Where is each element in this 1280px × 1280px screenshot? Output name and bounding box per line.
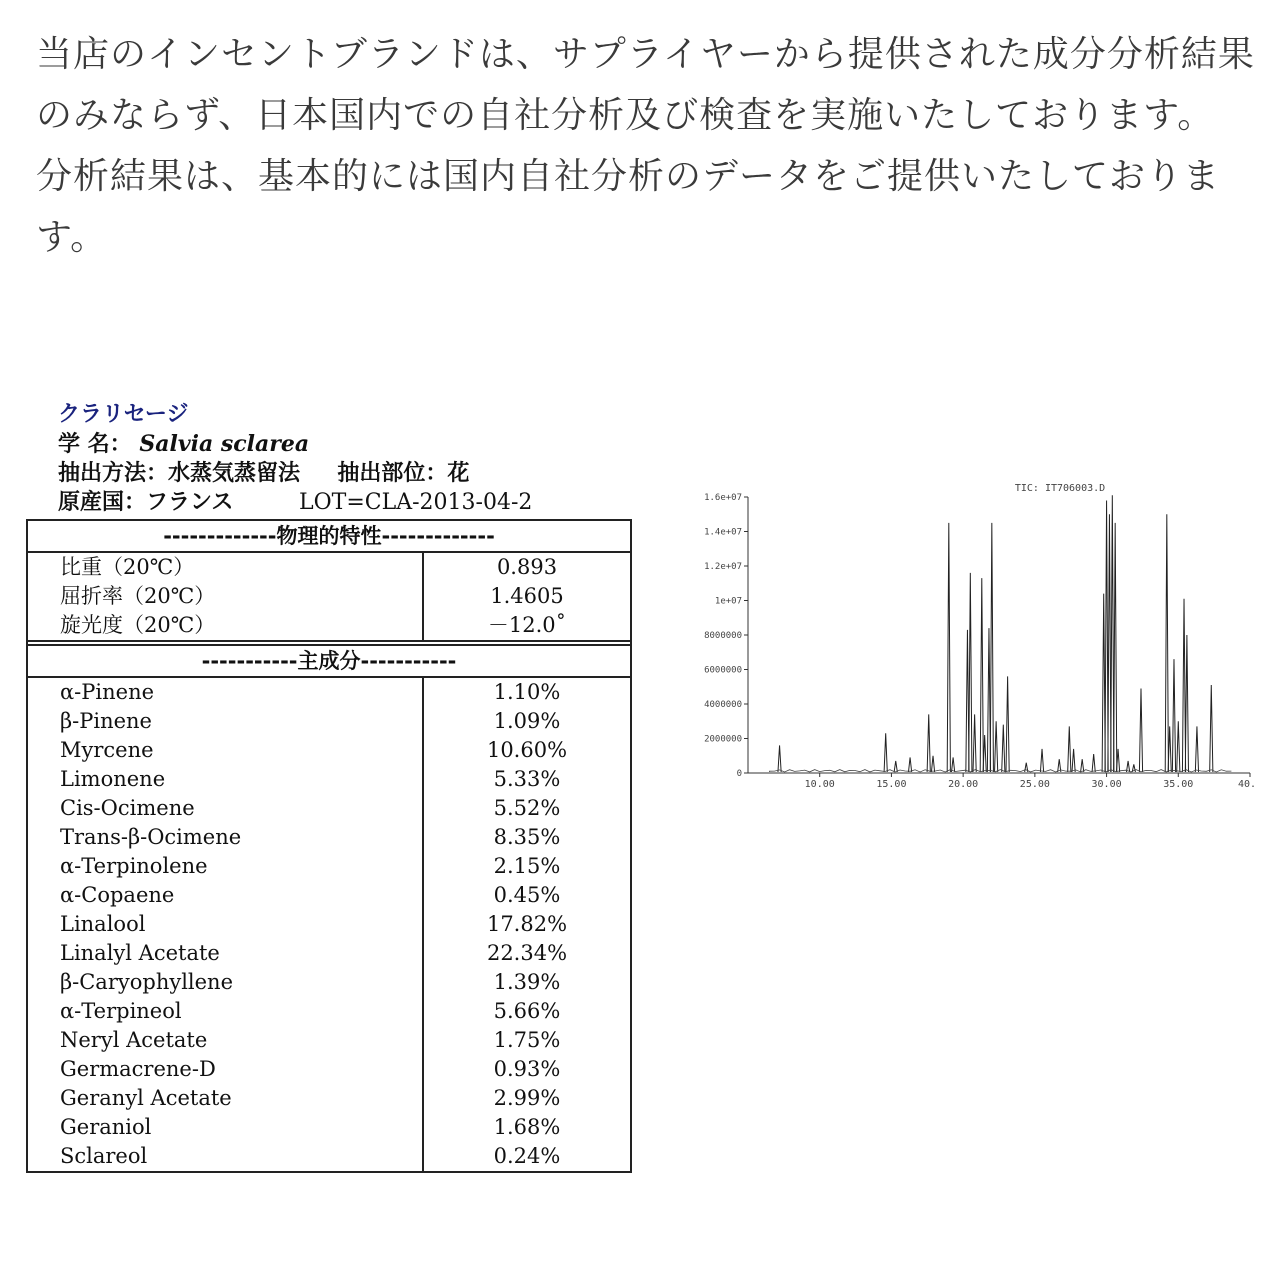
scientific-name-label: 学 名：	[58, 431, 132, 457]
peak	[1165, 514, 1168, 772]
x-tick-label: 30.00	[1091, 779, 1122, 790]
component-value: 5.66%	[493, 999, 561, 1023]
origin-label: 原産国：	[58, 489, 147, 515]
component-name: Myrcene	[60, 738, 154, 762]
property-value: 0.893	[496, 555, 558, 579]
peak	[894, 761, 897, 772]
y-tick-label: 1e+07	[714, 596, 742, 607]
intro-paragraph-1: 当店のインセントブランドは、サプライヤーから提供された成分分析結果のみならず、日本国内での自社分析及び検査を実施いたしております。	[36, 34, 1255, 136]
component-value: 22.34%	[486, 941, 568, 965]
component-value: 17.82%	[486, 912, 568, 936]
y-tick-label: 1.6e+07	[704, 493, 742, 503]
origin-country: フランス	[146, 489, 234, 515]
property-name: 旋光度（20℃）	[60, 613, 216, 637]
chromatogram-svg	[660, 475, 1260, 805]
component-value: 5.33%	[493, 767, 561, 791]
analysis-sheet	[26, 400, 632, 1173]
peak	[1040, 749, 1043, 772]
peak	[973, 714, 976, 772]
extraction-method: 水蒸気蒸留法	[168, 460, 301, 486]
x-tick-label: 40.	[1237, 779, 1256, 790]
peak	[1114, 523, 1117, 772]
x-tick-label: 15.00	[876, 779, 907, 790]
peak	[947, 523, 950, 772]
component-value: 0.45%	[493, 883, 561, 907]
peak	[927, 714, 930, 772]
physical-values	[423, 552, 631, 641]
x-tick-label: 25.00	[1019, 779, 1050, 790]
component-name: Limonene	[60, 767, 166, 791]
peak	[1139, 688, 1142, 772]
chart-title: TIC: IT706003.D	[1014, 483, 1106, 494]
peak	[884, 733, 887, 772]
peak	[1195, 726, 1198, 772]
component-name: β-Pinene	[60, 709, 152, 733]
component-name: Linalyl Acetate	[60, 941, 220, 965]
intro-paragraph-2: 分析結果は、基本的には国内自社分析のデータをご提供いたしております。	[36, 156, 1221, 258]
physical-names	[27, 552, 423, 641]
physical-section-header	[27, 520, 631, 552]
physical-header: -------------物理的特性-------------	[27, 520, 631, 552]
component-values	[423, 677, 631, 1172]
peak	[931, 756, 934, 772]
intro-text	[36, 24, 1256, 268]
x-tick-label: 35.00	[1163, 779, 1194, 790]
peak	[1172, 659, 1175, 772]
component-name: α-Copaene	[60, 883, 175, 907]
component-value: 1.68%	[493, 1115, 561, 1139]
peak	[1002, 725, 1005, 772]
chromatogram	[660, 475, 1260, 805]
y-tick-label: 8000000	[704, 631, 742, 641]
component-value: 10.60%	[486, 738, 568, 762]
y-tick-label: 4000000	[704, 700, 742, 710]
component-value: 1.75%	[493, 1028, 561, 1052]
extraction-part: 花	[447, 460, 470, 486]
component-name: Neryl Acetate	[60, 1028, 208, 1052]
physical-rows	[27, 552, 631, 641]
y-tick-label: 1.2e+07	[704, 562, 742, 572]
component-rows	[27, 677, 631, 1172]
x-tick-label: 10.00	[804, 779, 835, 790]
component-value: 8.35%	[493, 825, 561, 849]
property-name: 屈折率（20℃）	[60, 584, 216, 608]
peak	[969, 573, 972, 772]
component-name: β-Caryophyllene	[60, 970, 234, 994]
peak	[952, 757, 955, 772]
extraction-method-label: 抽出方法：	[58, 460, 169, 486]
component-value: 2.99%	[493, 1086, 561, 1110]
peak	[995, 721, 998, 772]
component-name: Linalool	[60, 912, 146, 936]
component-value: 1.10%	[493, 680, 561, 704]
peak	[990, 523, 993, 772]
peak	[1006, 676, 1009, 772]
baseline-trace	[770, 770, 1232, 772]
component-name: Germacrene-D	[60, 1057, 216, 1081]
component-name: α-Terpineol	[60, 999, 182, 1023]
property-value: －12.0˚	[487, 613, 567, 637]
component-name: Cis-Ocimene	[60, 796, 195, 820]
component-names	[27, 677, 423, 1172]
peak	[1092, 754, 1095, 772]
oil-name: クラリセージ	[58, 402, 189, 427]
component-name: Geranyl Acetate	[60, 1086, 232, 1110]
y-tick-label: 6000000	[704, 665, 742, 676]
y-tick-label: 2000000	[704, 734, 742, 745]
component-value: 1.09%	[493, 709, 561, 733]
scientific-name-line	[58, 430, 632, 459]
peak	[1185, 635, 1188, 772]
peak	[778, 745, 781, 772]
component-value: 0.93%	[493, 1057, 561, 1081]
origin-line	[58, 488, 632, 517]
peak	[1068, 726, 1071, 772]
x-tick-label: 20.00	[948, 779, 979, 790]
y-tick-label: 0	[736, 769, 742, 779]
component-name: α-Terpinolene	[60, 854, 208, 878]
y-tick-label: 1.4e+07	[704, 527, 742, 538]
component-name: Trans-β-Ocimene	[60, 825, 242, 849]
component-name: α-Pinene	[60, 680, 155, 704]
peak	[980, 578, 983, 772]
components-header: -----------主成分-----------	[27, 645, 631, 677]
extraction-line	[58, 459, 632, 488]
component-value: 5.52%	[493, 796, 561, 820]
scientific-name: Salvia sclarea	[139, 431, 310, 457]
property-name: 比重（20℃）	[60, 555, 195, 579]
component-value: 1.39%	[493, 970, 561, 994]
components-section-header	[27, 645, 631, 677]
lot-number: LOT=CLA-2013-04-2	[299, 490, 533, 515]
sheet-header	[26, 400, 632, 517]
component-name: Geraniol	[60, 1115, 152, 1139]
peak	[1177, 721, 1180, 772]
component-value: 0.24%	[493, 1144, 561, 1168]
property-value: 1.4605	[490, 584, 564, 608]
properties-table	[26, 519, 632, 1173]
component-value: 2.15%	[493, 854, 561, 878]
peak	[1081, 759, 1084, 772]
extraction-part-label: 抽出部位：	[337, 460, 448, 486]
component-name: Sclareol	[60, 1144, 148, 1168]
peak	[1072, 749, 1075, 772]
peak	[908, 757, 911, 772]
peak	[1210, 685, 1213, 772]
